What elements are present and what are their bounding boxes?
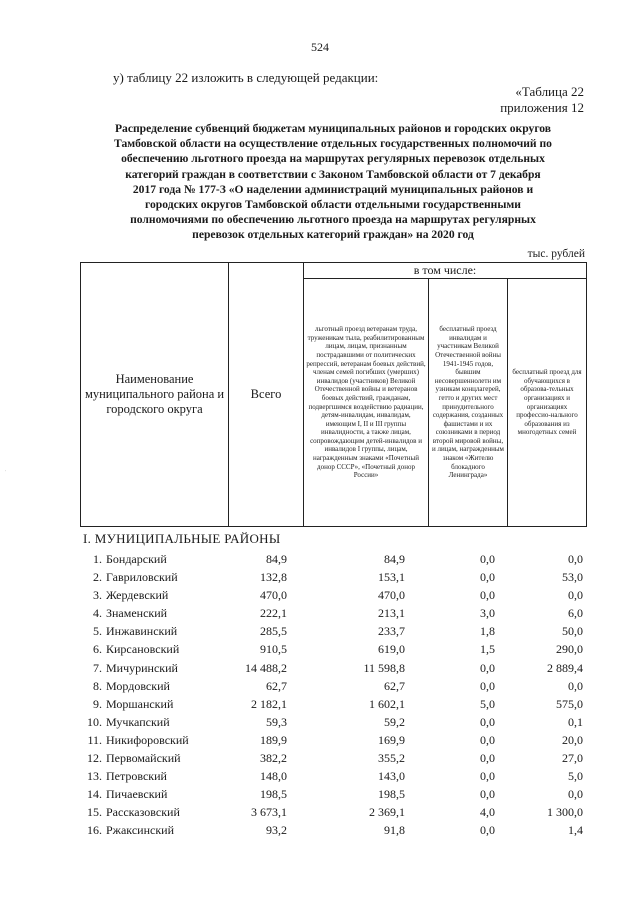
table-row xyxy=(80,568,586,586)
row-number: 1. xyxy=(93,552,102,566)
value-column-b: 1,5 xyxy=(480,642,495,657)
title-line: обеспечению льготного проезда на маршрутах регулярных перевозок отдельных xyxy=(121,152,545,166)
page-number: 524 xyxy=(311,40,329,54)
table-row xyxy=(80,622,586,640)
table-row xyxy=(80,803,586,821)
section-heading: I. МУНИЦИПАЛЬНЫЕ РАЙОНЫ xyxy=(83,531,281,546)
table-row xyxy=(80,659,586,677)
row-number: 7. xyxy=(93,660,102,675)
row-number: 15. xyxy=(87,805,102,820)
district-name: Знаменский xyxy=(106,606,168,621)
table-body xyxy=(80,550,586,840)
units-label: тыс. рублей xyxy=(527,248,585,260)
total-value: 148,0 xyxy=(260,769,287,784)
value-column-b: 0,0 xyxy=(480,660,495,675)
value-column-b: 0,0 xyxy=(480,588,495,603)
table-row xyxy=(80,550,586,568)
value-column-c: 27,0 xyxy=(562,751,583,766)
table-header xyxy=(80,262,587,527)
row-number: 14. xyxy=(87,787,102,802)
value-column-a: 619,0 xyxy=(378,642,405,657)
table-row xyxy=(80,767,586,785)
value-column-b: 0,0 xyxy=(480,769,495,784)
value-column-a: 470,0 xyxy=(378,588,405,603)
title-line: 2017 года № 177-З «О наделении администраций муниципальных районов и xyxy=(132,182,534,196)
value-column-b: 4,0 xyxy=(480,805,495,820)
total-value: 132,8 xyxy=(260,570,287,585)
value-column-a: 153,1 xyxy=(378,570,405,585)
value-column-b: 0,0 xyxy=(480,714,495,729)
district-name: Ржаксинский xyxy=(106,823,174,838)
header-name-column: Наименование муниципального района и городского округа xyxy=(81,263,229,527)
value-column-b: 5,0 xyxy=(480,696,495,711)
title-line: категорий граждан в соответствии с Законом Тамбовской области от 7 декабря xyxy=(125,167,541,181)
table-row xyxy=(80,640,586,658)
value-column-b: 0,0 xyxy=(480,787,495,802)
title-line: перевозок отдельных категорий граждан» на 2020 год xyxy=(192,228,474,242)
value-column-c: 575,0 xyxy=(556,696,583,711)
value-column-a: 2 369,1 xyxy=(369,805,405,820)
district-name: Петровский xyxy=(106,769,167,784)
header-column-a: льготный проезд ветеранам труда, труженикам тыла, реабилитированным лицам, лицам, признанным пострадавшими от политических репрессий, ветеранам боевых действий, членам семей погибших (умерших) инвалидов (участников) Великой Отечественной войны и ветеранов боевых действий, гражданам, подвергшимся воздействию радиации, детям-инвалидам, инвалидам, имеющим I, II и III группы инвалидности, а также лицам, сопровождающим детей-инвалидов и инвалидов I группы, лицам, награжденным знаками «Почетный донор СССР», «Почетный донор России» xyxy=(304,279,429,527)
district-name: Бондарский xyxy=(106,552,167,566)
row-number: 9. xyxy=(93,696,102,711)
title-line: Распределение субвенций бюджетам муниципальных районов и городских округов xyxy=(114,122,552,135)
value-column-b: 0,0 xyxy=(480,552,495,566)
row-number: 4. xyxy=(93,606,102,621)
value-column-a: 62,7 xyxy=(384,678,405,693)
value-column-b: 0,0 xyxy=(480,751,495,766)
table-row xyxy=(80,821,586,839)
value-column-a: 213,1 xyxy=(378,606,405,621)
value-column-a: 84,9 xyxy=(384,552,405,566)
table-row xyxy=(80,731,586,749)
district-name: Пичаевский xyxy=(106,787,168,802)
header-column-c: бесплатный проезд для обучающихся в образова-тельных организациях и организациях профессио-нального образования из многодетных семей xyxy=(508,279,587,527)
table-row xyxy=(80,785,586,803)
value-column-c: 50,0 xyxy=(562,624,583,639)
value-column-a: 143,0 xyxy=(378,769,405,784)
row-number: 10. xyxy=(87,714,102,729)
value-column-a: 11 598,8 xyxy=(363,660,405,675)
table-reference: «Таблица 22 xyxy=(515,84,584,99)
district-name: Мордовский xyxy=(106,678,170,693)
district-name: Кирсановский xyxy=(106,642,180,657)
table-row xyxy=(80,677,586,695)
value-column-c: 0,0 xyxy=(568,552,583,566)
value-column-b: 0,0 xyxy=(480,570,495,585)
total-value: 3 673,1 xyxy=(251,805,287,820)
value-column-c: 2 889,4 xyxy=(547,660,583,675)
total-value: 198,5 xyxy=(260,787,287,802)
total-value: 470,0 xyxy=(260,588,287,603)
district-name: Гавриловский xyxy=(106,570,178,585)
district-name: Жердевский xyxy=(106,588,169,603)
row-number: 3. xyxy=(93,588,102,603)
total-value: 14 488,2 xyxy=(245,660,287,675)
margin-mark: · xyxy=(4,470,9,472)
value-column-c: 0,0 xyxy=(568,588,583,603)
value-column-c: 0,1 xyxy=(568,714,583,729)
table-row xyxy=(80,586,586,604)
appendix-reference: приложения 12 xyxy=(500,100,584,115)
header-including: в том числе: xyxy=(304,263,587,279)
value-column-b: 0,0 xyxy=(480,823,495,838)
total-value: 910,5 xyxy=(260,642,287,657)
row-number: 5. xyxy=(93,624,102,639)
total-value: 62,7 xyxy=(266,678,287,693)
row-number: 6. xyxy=(93,642,102,657)
table-row xyxy=(80,604,586,622)
total-value: 222,1 xyxy=(260,606,287,621)
value-column-c: 53,0 xyxy=(562,570,583,585)
value-column-b: 0,0 xyxy=(480,678,495,693)
district-name: Никифоровский xyxy=(106,732,189,747)
value-column-a: 91,8 xyxy=(384,823,405,838)
value-column-a: 233,7 xyxy=(378,624,405,639)
total-value: 189,9 xyxy=(260,732,287,747)
value-column-c: 1,4 xyxy=(568,823,583,838)
value-column-a: 1 602,1 xyxy=(369,696,405,711)
row-number: 12. xyxy=(87,751,102,766)
value-column-b: 1,8 xyxy=(480,624,495,639)
value-column-b: 0,0 xyxy=(480,732,495,747)
value-column-a: 355,2 xyxy=(378,751,405,766)
value-column-c: 290,0 xyxy=(556,642,583,657)
amendment-intro: у) таблицу 22 изложить в следующей редакции: xyxy=(113,70,379,85)
total-value: 382,2 xyxy=(260,751,287,766)
value-column-a: 198,5 xyxy=(378,787,405,802)
value-column-a: 169,9 xyxy=(378,732,405,747)
value-column-c: 20,0 xyxy=(562,732,583,747)
district-name: Первомайский xyxy=(106,751,181,766)
value-column-c: 6,0 xyxy=(568,606,583,621)
row-number: 11. xyxy=(87,732,102,747)
value-column-c: 0,0 xyxy=(568,678,583,693)
header-column-b: бесплатный проезд инвалидам и участникам Великой Отечественной войны 1941-1945 годов, бывшим несовершеннолетн им узникам концлагерей, гетто и других мест принудительного содержания, созданных фашистами и их союзниками в период второй мировой войны, и лицам, награжденным знаком «Жителю блокадного Ленинграда» xyxy=(429,279,508,527)
title-line: полномочиями по обеспечению льготного проезда на маршрутах регулярных xyxy=(130,213,536,227)
value-column-c: 1 300,0 xyxy=(547,805,583,820)
total-value: 84,9 xyxy=(266,552,287,566)
value-column-c: 0,0 xyxy=(568,787,583,802)
row-number: 8. xyxy=(93,678,102,693)
district-name: Мичуринский xyxy=(106,660,178,675)
header-total-column: Всего xyxy=(229,263,304,527)
total-value: 93,2 xyxy=(266,823,287,838)
title-line: городских округов Тамбовской области отдельными государственными xyxy=(145,198,521,212)
document-title xyxy=(80,121,586,243)
district-name: Рассказовский xyxy=(106,805,180,820)
total-value: 59,3 xyxy=(266,714,287,729)
total-value: 285,5 xyxy=(260,624,287,639)
total-value: 2 182,1 xyxy=(251,696,287,711)
row-number: 13. xyxy=(87,769,102,784)
value-column-c: 5,0 xyxy=(568,769,583,784)
row-number: 16. xyxy=(87,823,102,838)
table-row xyxy=(80,749,586,767)
value-column-b: 3,0 xyxy=(480,606,495,621)
district-name: Инжавинский xyxy=(106,624,178,639)
row-number: 2. xyxy=(93,570,102,585)
table-row xyxy=(80,695,586,713)
title-line: Тамбовской области на осуществление отдельных государственных полномочий по xyxy=(114,137,552,151)
district-name: Мучкапский xyxy=(106,714,170,729)
table-row xyxy=(80,713,586,731)
district-name: Моршанский xyxy=(106,696,174,711)
value-column-a: 59,2 xyxy=(384,714,405,729)
